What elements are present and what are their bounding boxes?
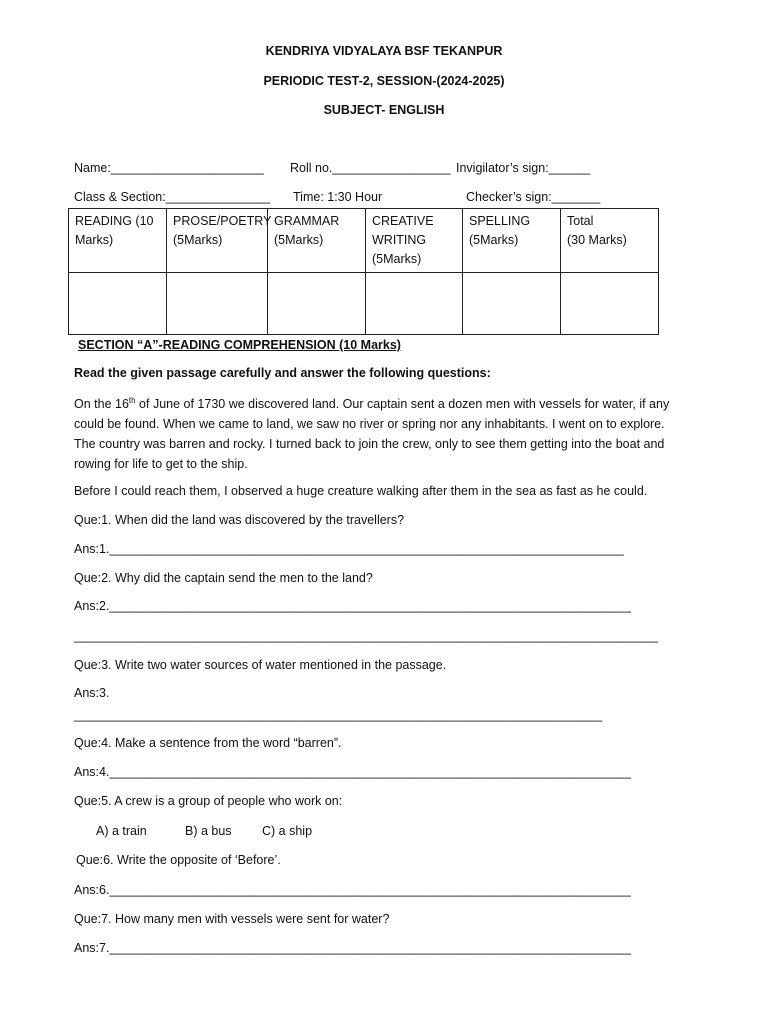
instruction: Read the given passage carefully and answer the following questions:	[74, 366, 491, 380]
section-title: SECTION “A”-READING COMPREHENSION (10 Marks)	[78, 338, 401, 352]
score-cell-total[interactable]	[561, 273, 659, 335]
header-line: Total	[567, 214, 594, 228]
header-line: Marks)	[75, 233, 114, 247]
marks-table-score-row	[69, 273, 659, 335]
question-3: Que:3. Write two water sources of water mentioned in the passage.	[74, 658, 447, 672]
ordinal-suffix: th	[128, 395, 136, 405]
header-line: (5Marks)	[372, 252, 422, 266]
answer-2-line[interactable]: Ans:2.___________________________________________________________________________	[74, 599, 631, 613]
class-section-field[interactable]: Class & Section:_______________	[74, 190, 270, 204]
question-5: Que:5. A crew is a group of people who work on:	[74, 794, 343, 808]
marks-header-creative-writing	[366, 209, 463, 273]
invigilator-sign-field[interactable]: Invigilator’s sign:______	[456, 161, 591, 175]
header-line: READING (10	[75, 214, 154, 228]
answer-1-line[interactable]: Ans:1.__________________________________________________________________________	[74, 542, 624, 556]
score-cell-grammar[interactable]	[268, 273, 366, 335]
header-line: (30 Marks)	[567, 233, 627, 247]
header-line: PROSE/POETRY	[173, 214, 272, 228]
score-cell-reading[interactable]	[69, 273, 167, 335]
passage-line: The country was barren and rocky. I turned back to join the crew, only to see them getting into the boat and	[74, 437, 665, 451]
marks-header-reading	[69, 209, 167, 273]
passage-paragraph-1	[74, 394, 698, 474]
passage-line: could be found. When we came to land, we saw no river or spring nor any inhabitants. I went on to explore.	[74, 417, 665, 431]
option-c[interactable]: C) a ship	[262, 824, 313, 838]
checker-sign-field[interactable]: Checker’s sign:_______	[466, 190, 601, 204]
answer-6-line[interactable]: Ans:6.___________________________________________________________________________	[74, 883, 631, 897]
answer-7-line[interactable]: Ans:7.___________________________________________________________________________	[74, 941, 631, 955]
passage-paragraph-2: Before I could reach them, I observed a huge creature walking after them in the sea as fast as he could.	[74, 484, 648, 498]
test-title: PERIODIC TEST-2, SESSION-(2024-2025)	[263, 74, 505, 88]
marks-header-prose-poetry	[167, 209, 272, 273]
roll-field[interactable]: Roll no._________________	[290, 161, 451, 175]
passage-text: of June of 1730 we discovered land. Our captain sent a dozen men with vessels for water, if any	[135, 397, 670, 411]
score-cell-creative-writing[interactable]	[366, 273, 463, 335]
question-2: Que:2. Why did the captain send the men to the land?	[74, 571, 373, 585]
passage-line: rowing for life to get to the ship.	[74, 457, 248, 471]
score-cell-spelling[interactable]	[463, 273, 561, 335]
answer-3-label: Ans:3.	[74, 686, 110, 700]
header-line: SPELLING	[469, 214, 531, 228]
marks-header-spelling	[463, 209, 561, 273]
question-1: Que:1. When did the land was discovered by the travellers?	[74, 513, 405, 527]
passage-line	[74, 394, 698, 414]
answer-4-line[interactable]: Ans:4.___________________________________________________________________________	[74, 765, 631, 779]
subject-title: SUBJECT- ENGLISH	[323, 103, 445, 117]
marks-header-grammar	[268, 209, 366, 273]
header-line: WRITING	[372, 233, 427, 247]
score-cell-prose-poetry[interactable]	[167, 273, 268, 335]
time-label: Time: 1:30 Hour	[293, 190, 383, 204]
header-line: (5Marks)	[173, 233, 223, 247]
marks-table	[68, 208, 659, 335]
school-name: KENDRIYA VIDYALAYA BSF TEKANPUR	[265, 44, 503, 58]
question-6: Que:6. Write the opposite of ‘Before’.	[76, 853, 281, 867]
option-a[interactable]: A) a train	[96, 824, 147, 838]
option-b[interactable]: B) a bus	[185, 824, 232, 838]
answer-3-line[interactable]: ____________________________________________________________________________	[74, 708, 603, 722]
answer-2-extra-line[interactable]: ____________________________________________________________________________________	[74, 629, 658, 643]
question-7: Que:7. How many men with vessels were sent for water?	[74, 912, 390, 926]
header-line: CREATIVE	[372, 214, 434, 228]
marks-table-header-row	[69, 209, 659, 273]
name-field[interactable]: Name:______________________	[74, 161, 264, 175]
passage-text: On the 16	[74, 397, 129, 411]
marks-header-total	[561, 209, 659, 273]
header-line: (5Marks)	[274, 233, 324, 247]
question-4: Que:4. Make a sentence from the word “barren”.	[74, 736, 342, 750]
header-line: GRAMMAR	[274, 214, 340, 228]
header-line: (5Marks)	[469, 233, 519, 247]
